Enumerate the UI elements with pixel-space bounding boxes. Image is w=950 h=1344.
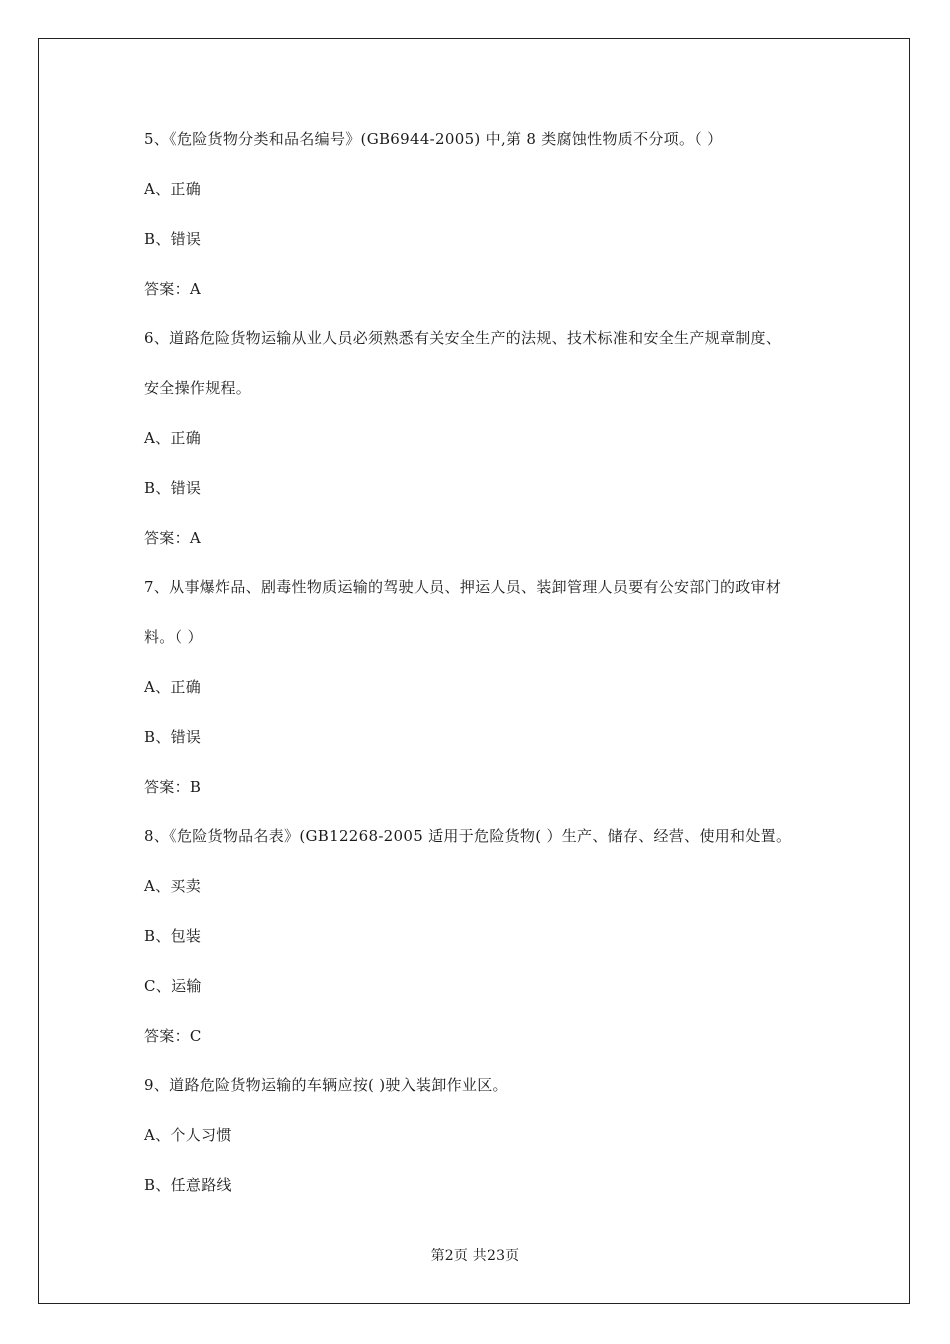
question-9-option-a: A、个人习惯	[144, 1126, 232, 1144]
question-8-stem: 8、《危险货物品名表》(GB12268-2005 适用于危险货物( ）生产、储存、经营、使用和处置。	[144, 827, 792, 845]
question-6-option-b: B、错误	[144, 479, 202, 497]
question-6-answer: 答案：A	[144, 529, 202, 547]
question-6-stem-line-1: 6、道路危险货物运输从业人员必须熟悉有关安全生产的法规、技术标准和安全生产规章制度、	[144, 329, 782, 347]
question-5-option-a: A、正确	[144, 180, 202, 198]
page-number: 第2页 共23页	[430, 1248, 520, 1264]
question-5-answer: 答案：A	[144, 280, 202, 298]
question-5-stem: 5、《危险货物分类和品名编号》(GB6944-2005) 中,第 8 类腐蚀性物质不分项。（ ）	[144, 130, 723, 148]
question-8-option-c: C、运输	[144, 977, 202, 995]
question-9-option-b: B、任意路线	[144, 1176, 232, 1194]
question-7-option-a: A、正确	[144, 678, 202, 696]
question-6-stem-line-2: 安全操作规程。	[144, 379, 252, 397]
question-8-option-a: A、买卖	[144, 877, 202, 895]
question-9-stem: 9、道路危险货物运输的车辆应按( )驶入装卸作业区。	[144, 1076, 508, 1094]
question-7-stem-line-1: 7、从事爆炸品、剧毒性物质运输的驾驶人员、押运人员、装卸管理人员要有公安部门的政审材	[144, 578, 782, 596]
question-7-answer: 答案：B	[144, 778, 202, 796]
question-8-option-b: B、包装	[144, 927, 202, 945]
question-8-answer: 答案：C	[144, 1027, 202, 1045]
question-7-option-b: B、错误	[144, 728, 202, 746]
question-7-stem-line-2: 料。（ ）	[144, 628, 203, 646]
page-border	[38, 38, 910, 1304]
question-6-option-a: A、正确	[144, 429, 202, 447]
question-5-option-b: B、错误	[144, 230, 202, 248]
